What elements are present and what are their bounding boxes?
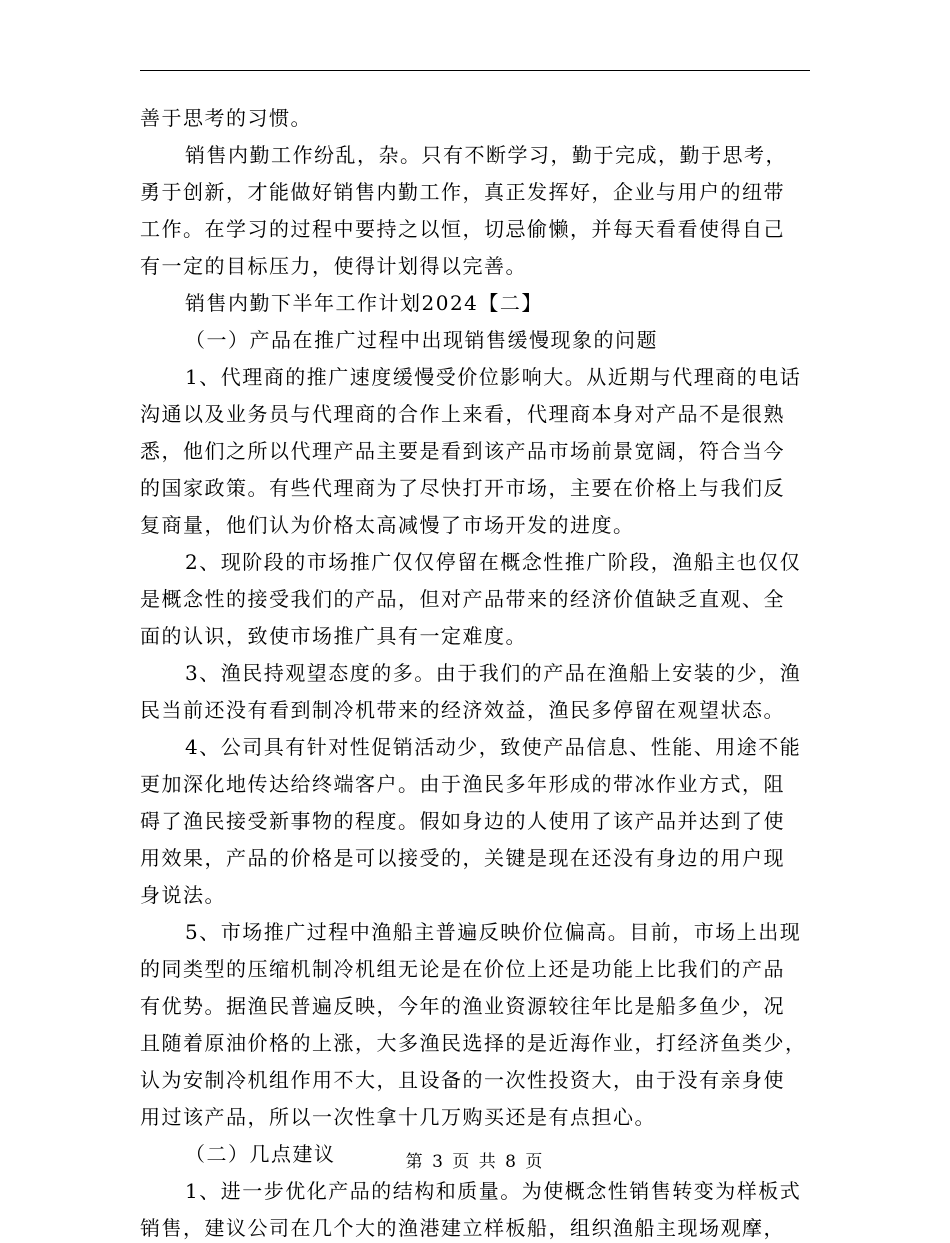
paragraph-line: 有优势。据渔民普遍反映，今年的渔业资源较往年比是船多鱼少，况 — [140, 994, 785, 1018]
paragraph-line: 面的认识，致使市场推广具有一定难度。 — [140, 624, 527, 648]
paragraph-line: 工作。在学习的过程中要持之以恒，切忌偷懒，并每天看看使得自己 — [140, 217, 785, 241]
paragraph-line: 销售，建议公司在几个大的渔港建立样板船，组织渔船主现场观摩， — [140, 1216, 785, 1240]
paragraph-line: 用过该产品，所以一次性拿十几万购买还是有点担心。 — [140, 1105, 656, 1129]
paragraph-line: 5、市场推广过程中渔船主普遍反映价位偏高。目前，市场上出现 — [185, 920, 802, 944]
page-number-footer: 第 3 页 共 8 页 — [405, 1152, 545, 1172]
paragraph-line: 民当前还没有看到制冷机带来的经济效益，渔民多停留在观望状态。 — [140, 698, 785, 722]
paragraph-line: 是概念性的接受我们的产品，但对产品带来的经济价值缺乏直观、全 — [140, 587, 785, 611]
paragraph-line: 1、代理商的推广速度缓慢受价位影响大。从近期与代理商的电话 — [185, 365, 802, 389]
paragraph-line: 2、现阶段的市场推广仅仅停留在概念性推广阶段，渔船主也仅仅 — [185, 550, 802, 574]
paragraph-line: 的同类型的压缩机制冷机组无论是在价位上还是功能上比我们的产品 — [140, 957, 785, 981]
paragraph-line: 且随着原油价格的上涨，大多渔民选择的是近海作业，打经济鱼类少， — [140, 1031, 807, 1055]
paragraph-line: 更加深化地传达给终端客户。由于渔民多年形成的带冰作业方式，阻 — [140, 772, 785, 796]
paragraph-line: 沟通以及业务员与代理商的合作上来看，代理商本身对产品不是很熟 — [140, 402, 785, 426]
paragraph-line: 1、进一步优化产品的结构和质量。为使概念性销售转变为样板式 — [185, 1179, 802, 1203]
paragraph-line: 悉，他们之所以代理产品主要是看到该产品市场前景宽阔，符合当今 — [140, 439, 785, 463]
subsection-heading: （二）几点建议 — [185, 1142, 336, 1166]
paragraph-line: 用效果，产品的价格是可以接受的，关键是现在还没有身边的用户现 — [140, 846, 785, 870]
paragraph-line: 复商量，他们认为价格太高减慢了市场开发的进度。 — [140, 513, 635, 537]
paragraph-line: 3、渔民持观望态度的多。由于我们的产品在渔船上安装的少，渔 — [185, 661, 802, 685]
paragraph-line: 销售内勤工作纷乱，杂。只有不断学习，勤于完成，勤于思考， — [185, 143, 787, 167]
subsection-heading: （一）产品在推广过程中出现销售缓慢现象的问题 — [185, 328, 658, 352]
paragraph-line: 4、公司具有针对性促销活动少，致使产品信息、性能、用途不能 — [185, 735, 802, 759]
paragraph-line: 认为安制冷机组作用不大，且设备的一次性投资大，由于没有亲身使 — [140, 1068, 785, 1092]
section-heading: 销售内勤下半年工作计划2024【二】 — [185, 291, 543, 315]
paragraph-line: 碍了渔民接受新事物的程度。假如身边的人使用了该产品并达到了使 — [140, 809, 785, 833]
paragraph-line: 勇于创新，才能做好销售内勤工作，真正发挥好，企业与用户的纽带 — [140, 180, 785, 204]
header-rule — [140, 70, 810, 71]
paragraph-line: 善于思考的习惯。 — [140, 106, 312, 130]
paragraph-line: 的国家政策。有些代理商为了尽快打开市场，主要在价格上与我们反 — [140, 476, 785, 500]
paragraph-line: 有一定的目标压力，使得计划得以完善。 — [140, 254, 527, 278]
paragraph-line: 身说法。 — [140, 883, 226, 907]
